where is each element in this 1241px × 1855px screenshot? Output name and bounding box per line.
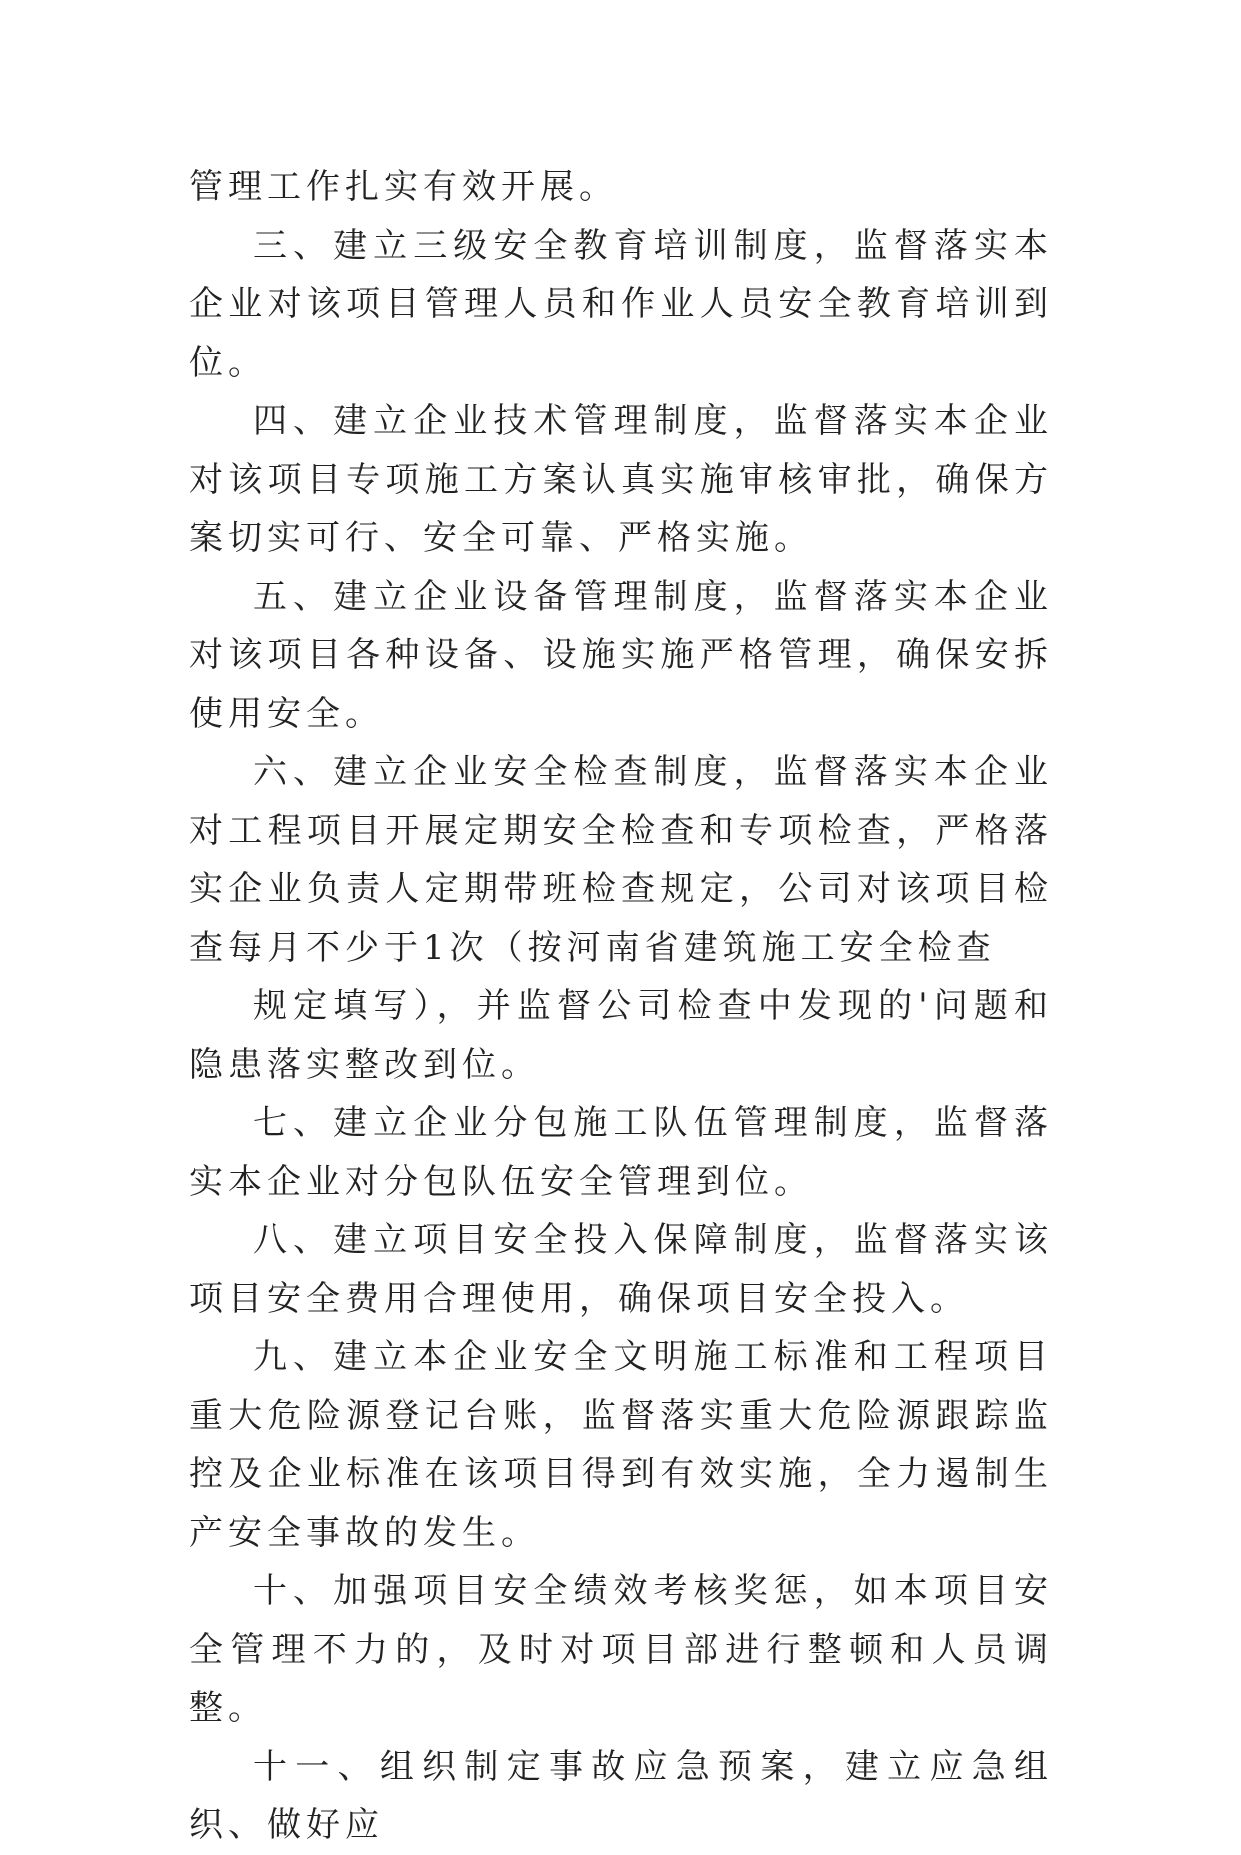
- paragraph-item-3: 三、建立三级安全教育培训制度，监督落实本企业对该项目管理人员和作业人员安全教育培训到位。: [189, 225, 1053, 383]
- paragraph-item-8: 八、建立项目安全投入保障制度，监督落实该项目安全费用合理使用，确保项目安全投入。: [189, 1220, 1053, 1319]
- paragraph-item-7: 七、建立企业分包施工队伍管理制度，监督落实本企业对分包队伍安全管理到位。: [189, 1103, 1053, 1202]
- paragraph-item-6-continued: 规定填写），并监督公司检查中发现的'问题和隐患落实整改到位。: [189, 986, 1053, 1085]
- body-text: [189, 158, 1053, 1855]
- paragraph-item-10: 十、加强项目安全绩效考核奖惩，如本项目安全管理不力的，及时对项目部进行整顿和人员调整。: [189, 1571, 1053, 1728]
- paragraph-item-11: 十一、组织制定事故应急预案，建立应急组织、做好应: [189, 1746, 1053, 1845]
- paragraph-item-6: 六、建立企业安全检查制度，监督落实本企业对工程项目开展定期安全检查和专项检查，严格落实企业负责人定期带班检查规定，公司对该项目检查每月不少于1次（按河南省建筑施工安全检查: [189, 752, 1053, 968]
- paragraph-item-4: 四、建立企业技术管理制度，监督落实本企业对该项目专项施工方案认真实施审核审批，确保方案切实可行、安全可靠、严格实施。: [189, 401, 1053, 558]
- paragraph-item-9: 九、建立本企业安全文明施工标准和工程项目重大危险源登记台账，监督落实重大危险源跟踪监控及企业标准在该项目得到有效实施，全力遏制生产安全事故的发生。: [189, 1337, 1053, 1553]
- paragraph-item-5: 五、建立企业设备管理制度，监督落实本企业对该项目各种设备、设施实施严格管理，确保安拆使用安全。: [189, 576, 1053, 734]
- paragraph-continuation: 管理工作扎实有效开展。: [189, 167, 618, 207]
